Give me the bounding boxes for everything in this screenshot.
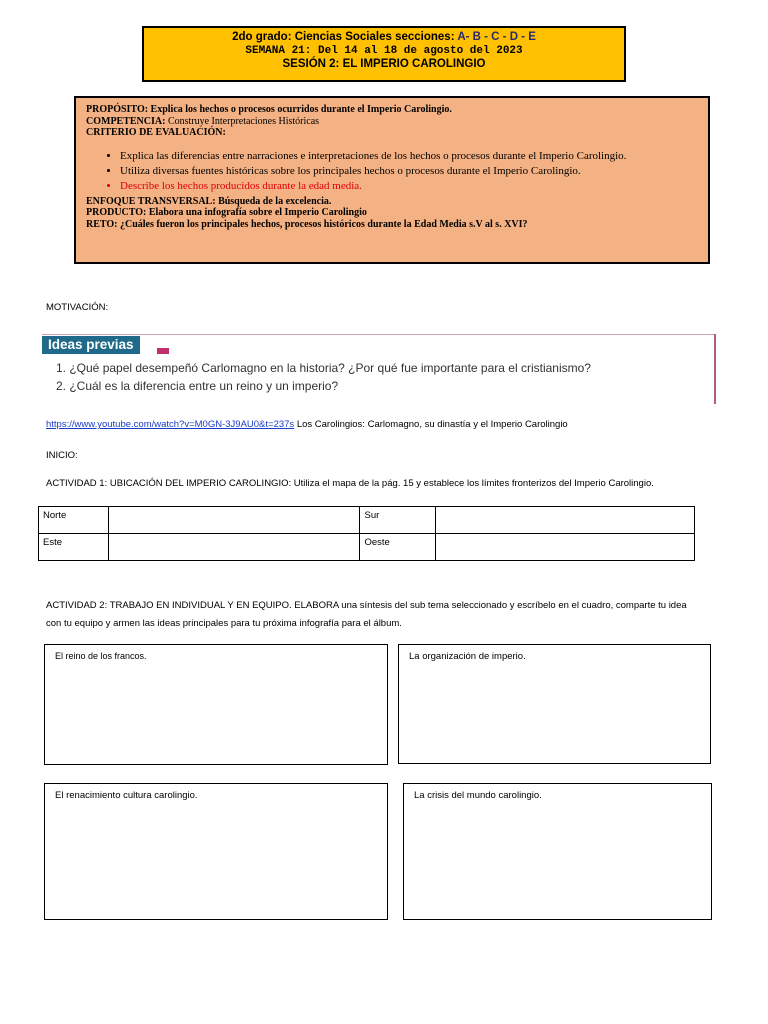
ideas-top-rule — [42, 334, 716, 335]
video-link[interactable]: https://www.youtube.com/watch?v=M0GN-3J9AU0&t=237s — [46, 419, 295, 430]
limit-input-sur[interactable] — [436, 507, 695, 534]
criterio-list — [86, 149, 708, 194]
reto-line — [86, 219, 708, 231]
purpose-box — [74, 96, 710, 264]
actividad2-line: con tu equipo y armen las ideas principales para tu próxima infografía para el álbum. — [46, 618, 402, 629]
producto-label: PRODUCTO: — [86, 207, 147, 218]
video-line — [46, 419, 568, 430]
header-grade: 2do grado: Ciencias Sociales secciones: — [232, 31, 458, 43]
limit-input-norte[interactable] — [108, 507, 360, 534]
header-session-title: SESIÓN 2: EL IMPERIO CAROLINGIO — [282, 58, 486, 70]
synthesis-box-title: El renacimiento cultura carolingio. — [55, 790, 198, 801]
synthesis-box-francos[interactable] — [44, 644, 388, 765]
table-row — [39, 507, 695, 534]
inicio-label: INICIO: — [46, 450, 78, 461]
synthesis-box-crisis[interactable] — [403, 783, 712, 920]
actividad1-heading — [46, 478, 654, 489]
limit-label-este: Este — [39, 534, 109, 561]
proposito-text: Explica los hechos o procesos ocurridos durante el Imperio Carolingio. — [148, 104, 452, 115]
synthesis-box-organizacion[interactable] — [398, 644, 711, 764]
reto-text: ¿Cuáles fueron los principales hechos, procesos históricos durante la Edad Media s.V al s. XVI? — [117, 218, 528, 230]
limit-label-norte: Norte — [39, 507, 109, 534]
criterio-line — [86, 127, 708, 139]
competencia-label: COMPETENCIA: — [86, 115, 166, 127]
actividad2-line: ACTIVIDAD 2: TRABAJO EN INDIVIDUAL Y EN EQUIPO. ELABORA una síntesis del sub tema seleccionado y escríbelo en el cuadro, comparte tu idea — [46, 600, 687, 611]
ideas-tag-accent — [157, 348, 169, 354]
actividad1-label: ACTIVIDAD 1: UBICACIÓN DEL IMPERIO CAROLINGIO: — [46, 478, 292, 489]
reto-label: RETO: — [86, 218, 118, 230]
header-grade-line — [144, 31, 624, 45]
limits-table — [38, 506, 695, 561]
competencia-text: Construye Interpretaciones Históricas — [165, 115, 320, 127]
motivacion-label: MOTIVACIÓN: — [46, 302, 109, 313]
header-week: SEMANA 21: Del 14 al 18 de agosto del 2023 — [245, 44, 523, 57]
actividad2-instructions — [46, 597, 726, 633]
ideas-previas-tag: Ideas previas — [42, 336, 140, 354]
enfoque-line — [86, 196, 708, 208]
video-title: Los Carolingios: Carlomagno, su dinastía y el Imperio Carolingio — [294, 419, 568, 430]
limit-input-este[interactable] — [108, 534, 360, 561]
limit-label-sur: Sur — [360, 507, 436, 534]
producto-line — [86, 207, 708, 219]
header-box — [142, 26, 626, 82]
ideas-right-bar — [714, 334, 716, 404]
ideas-question: 1. ¿Qué papel desempeñó Carlomagno en la historia? ¿Por qué fue importante para el cristianismo? — [56, 361, 591, 375]
header-sections: A- B - C - D - E — [457, 31, 536, 43]
producto-text: Elabora una infografía sobre el Imperio Carolingio — [146, 207, 367, 218]
proposito-line — [86, 104, 708, 116]
synthesis-box-renacimiento[interactable] — [44, 783, 388, 920]
enfoque-text: Búsqueda de la excelencia. — [215, 195, 332, 207]
actividad1-text: Utiliza el mapa de la pág. 15 y establece los límites fronterizos del Imperio Carolingio. — [291, 478, 654, 489]
enfoque-label: ENFOQUE TRANSVERSAL: — [86, 195, 216, 207]
criterio-item: • Explica las diferencias entre narraciones e interpretaciones de los hechos o procesos durante el Imperio Carolingio. — [120, 149, 708, 164]
criterio-item: • Utiliza diversas fuentes históricas sobre los principales hechos o procesos durante el Imperio Carolingio. — [120, 164, 708, 179]
synthesis-box-title: La crisis del mundo carolingio. — [414, 790, 542, 801]
criterio-label: CRITERIO DE EVALUACIÓN: — [86, 127, 226, 138]
synthesis-box-title: El reino de los francos. — [55, 651, 147, 661]
synthesis-box-title: La organización de imperio. — [409, 651, 526, 662]
limit-label-oeste: Oeste — [360, 534, 436, 561]
limit-input-oeste[interactable] — [436, 534, 695, 561]
table-row — [39, 534, 695, 561]
competencia-line — [86, 116, 708, 128]
ideas-question: 2. ¿Cuál es la diferencia entre un reino y un imperio? — [56, 379, 339, 393]
criterio-item: • Describe los hechos producidos durante la edad media. — [120, 179, 708, 194]
proposito-label: PROPÓSITO: — [86, 104, 149, 115]
